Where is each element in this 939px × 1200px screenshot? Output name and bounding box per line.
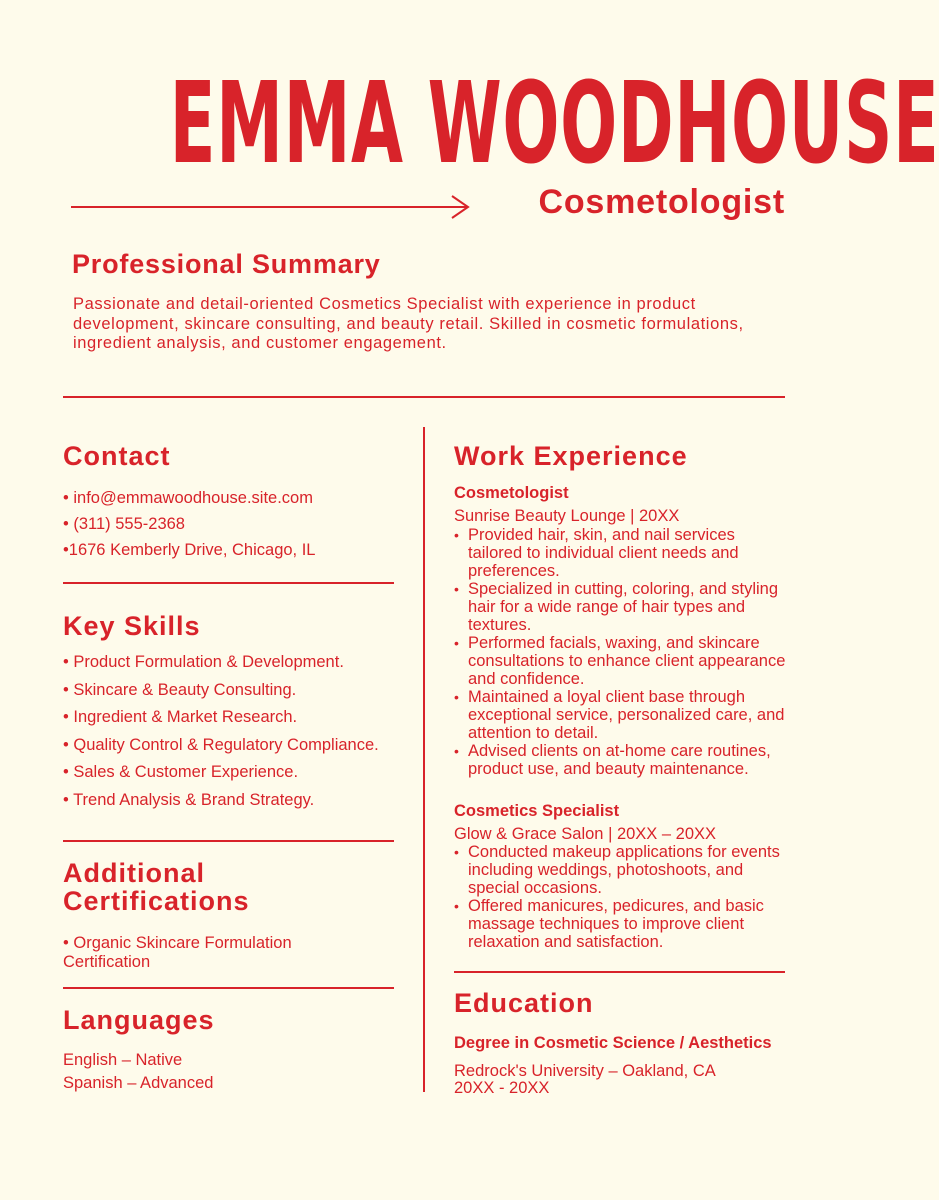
skill-item: • Quality Control & Regulatory Compliance.: [63, 735, 379, 754]
summary-text: Passionate and detail-oriented Cosmetics Specialist with experience in product development, skincare consulting, and beauty retail. Skilled in cosmetic formulations, ingredient analysis, and customer engagement.: [73, 295, 744, 352]
job-bullet: • Performed facials, waxing, and skincare consultations to enhance client appearance and confidence.: [454, 634, 788, 688]
certification-item: • Organic Skincare Formulation Certification: [63, 934, 292, 971]
column-divider: [423, 427, 425, 1092]
skill-item: • Skincare & Beauty Consulting.: [63, 680, 297, 699]
certifications-heading-line2: Certifications: [63, 886, 250, 916]
contact-email: • info@emmawoodhouse.site.com: [63, 489, 313, 507]
languages-list: [63, 1049, 213, 1095]
divider: [454, 971, 785, 973]
summary-heading: Professional Summary: [72, 249, 381, 279]
language-item: Spanish – Advanced: [63, 1074, 214, 1092]
contact-heading: Contact: [63, 441, 171, 471]
job-bullet: • Specialized in cutting, coloring, and styling hair for a wide range of hair types and textures.: [454, 580, 788, 634]
divider: [63, 840, 394, 842]
candidate-name: EMMA WOODHOUSE: [169, 59, 939, 189]
skill-item: • Trend Analysis & Brand Strategy.: [63, 790, 315, 809]
job-bullet: • Provided hair, skin, and nail services tailored to individual client needs and preferences.: [454, 526, 788, 580]
contact-phone: • (311) 555-2368: [63, 515, 185, 533]
skills-list: [63, 649, 379, 815]
divider: [63, 396, 785, 398]
job-bullet: • Conducted makeup applications for events including weddings, photoshoots, and special occasions.: [454, 843, 788, 897]
divider: [63, 582, 394, 584]
certifications-heading-line1: Additional: [63, 858, 205, 888]
skill-item: • Product Formulation & Development.: [63, 653, 344, 671]
education-years: 20XX - 20XX: [454, 1079, 550, 1097]
skill-item: • Ingredient & Market Research.: [63, 708, 298, 727]
education-degree: Degree in Cosmetic Science / Aesthetics: [454, 1034, 772, 1052]
job-bullets: [454, 526, 788, 778]
skill-item: • Sales & Customer Experience.: [63, 763, 299, 782]
job-title: Cosmetics Specialist: [454, 802, 620, 820]
language-item: English – Native: [63, 1051, 183, 1069]
education-school: Redrock's University – Oakland, CA: [454, 1062, 716, 1080]
education-heading: Education: [454, 988, 594, 1018]
job-title: Cosmetologist: [454, 484, 569, 502]
contact-address: •1676 Kemberly Drive, Chicago, IL: [63, 541, 316, 559]
certifications-heading: [63, 859, 250, 915]
job-bullet: • Advised clients on at-home care routines, product use, and beauty maintenance.: [454, 742, 788, 778]
job-role: Cosmetologist: [538, 183, 785, 221]
job-bullets: [454, 843, 788, 951]
skills-heading: Key Skills: [63, 611, 201, 641]
contact-list: [63, 485, 315, 563]
arrow-right-icon: [70, 194, 472, 222]
divider: [63, 987, 394, 989]
job-bullet: • Maintained a loyal client base through exceptional service, personalized care, and attention to detail.: [454, 688, 788, 742]
job-employer: Glow & Grace Salon | 20XX – 20XX: [454, 825, 717, 843]
job-bullet: • Offered manicures, pedicures, and basic massage techniques to improve client relaxation and satisfaction.: [454, 897, 788, 951]
job-employer: Sunrise Beauty Lounge | 20XX: [454, 507, 680, 525]
education-details: [454, 1063, 716, 1097]
experience-heading: Work Experience: [454, 441, 688, 471]
languages-heading: Languages: [63, 1005, 215, 1035]
